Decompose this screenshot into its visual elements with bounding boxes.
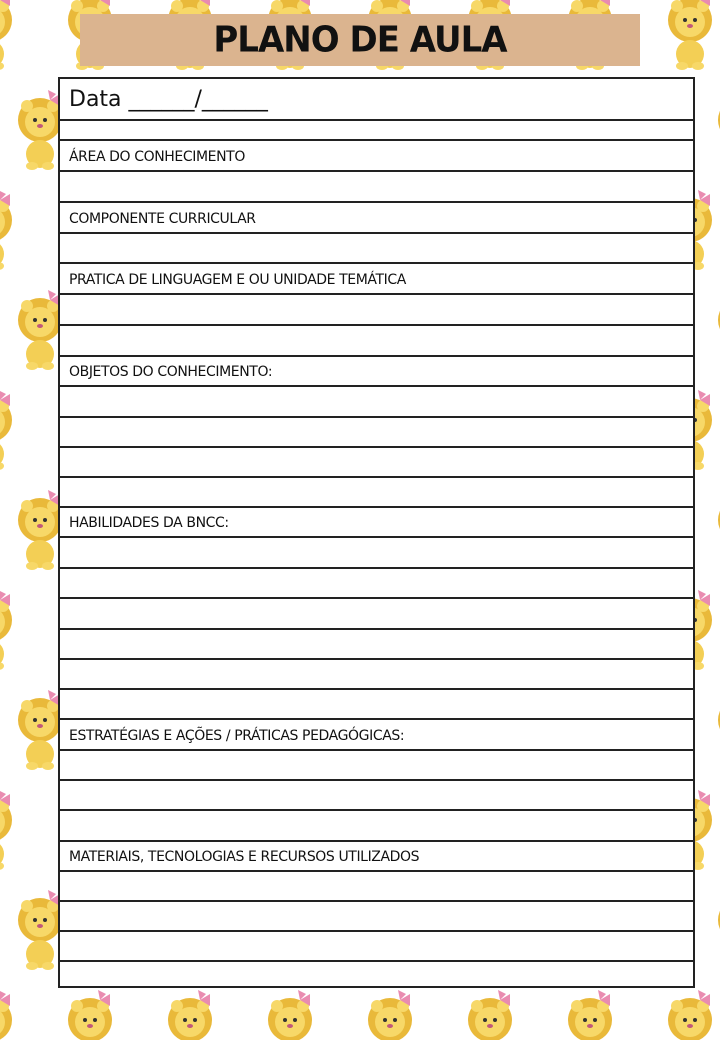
lion-icon (168, 990, 212, 1040)
lion-icon (18, 290, 62, 370)
blank-line[interactable] (60, 170, 693, 201)
blank-line[interactable] (60, 567, 693, 597)
section-estrategias-acoes[interactable] (60, 718, 693, 749)
blank-line[interactable] (60, 416, 693, 446)
blank-line[interactable] (60, 658, 693, 688)
lion-icon (468, 990, 512, 1040)
lion-icon (668, 990, 712, 1040)
page-title: PLANO DE AULA (213, 19, 507, 61)
lion-icon (18, 490, 62, 570)
blank-line[interactable] (60, 119, 693, 139)
section-materiais-tecnologias[interactable] (60, 840, 693, 870)
lion-icon (0, 0, 12, 70)
section-label: COMPONENTE CURRICULAR (69, 211, 256, 227)
blank-line[interactable] (60, 446, 693, 476)
section-label: ESTRATÉGIAS E AÇÕES / PRÁTICAS PEDAGÓGICAS: (69, 728, 405, 744)
lion-icon (0, 590, 12, 670)
section-label: PRATICA DE LINGUAGEM E OU UNIDADE TEMÁTICA (69, 272, 406, 288)
blank-line[interactable] (60, 628, 693, 658)
lion-icon (18, 690, 62, 770)
lesson-plan-form (58, 77, 695, 988)
section-label: ÁREA DO CONHECIMENTO (69, 149, 245, 165)
section-habilidades-bncc[interactable] (60, 506, 693, 536)
blank-line[interactable] (60, 930, 693, 960)
blank-line[interactable] (60, 749, 693, 779)
blank-line[interactable] (60, 688, 693, 718)
section-objetos-conhecimento[interactable] (60, 355, 693, 385)
date-field: Data ______/______ (69, 87, 268, 112)
blank-line[interactable] (60, 779, 693, 809)
lion-icon (68, 990, 112, 1040)
section-label: OBJETOS DO CONHECIMENTO: (69, 364, 273, 380)
section-componente-curricular[interactable] (60, 201, 693, 232)
blank-line[interactable] (60, 476, 693, 506)
lion-icon (0, 190, 12, 270)
lion-icon (18, 90, 62, 170)
lion-icon (0, 990, 12, 1040)
lion-icon (268, 990, 312, 1040)
date-row[interactable] (60, 79, 693, 119)
section-pratica-linguagem[interactable] (60, 262, 693, 293)
lion-icon (368, 990, 412, 1040)
blank-line[interactable] (60, 900, 693, 930)
section-area-conhecimento[interactable] (60, 139, 693, 170)
section-label: HABILIDADES DA BNCC: (69, 515, 229, 531)
lion-icon (568, 990, 612, 1040)
blank-line[interactable] (60, 385, 693, 416)
lion-icon (0, 390, 12, 470)
blank-line[interactable] (60, 293, 693, 324)
blank-line[interactable] (60, 960, 693, 988)
blank-line[interactable] (60, 324, 693, 355)
lion-icon (0, 790, 12, 870)
blank-line[interactable] (60, 536, 693, 567)
blank-line[interactable] (60, 597, 693, 628)
title-banner (80, 14, 640, 66)
blank-line[interactable] (60, 809, 693, 840)
lion-icon (668, 0, 712, 70)
blank-line[interactable] (60, 232, 693, 262)
blank-line[interactable] (60, 870, 693, 900)
section-label: MATERIAIS, TECNOLOGIAS E RECURSOS UTILIZADOS (69, 849, 420, 865)
lion-icon (18, 890, 62, 970)
